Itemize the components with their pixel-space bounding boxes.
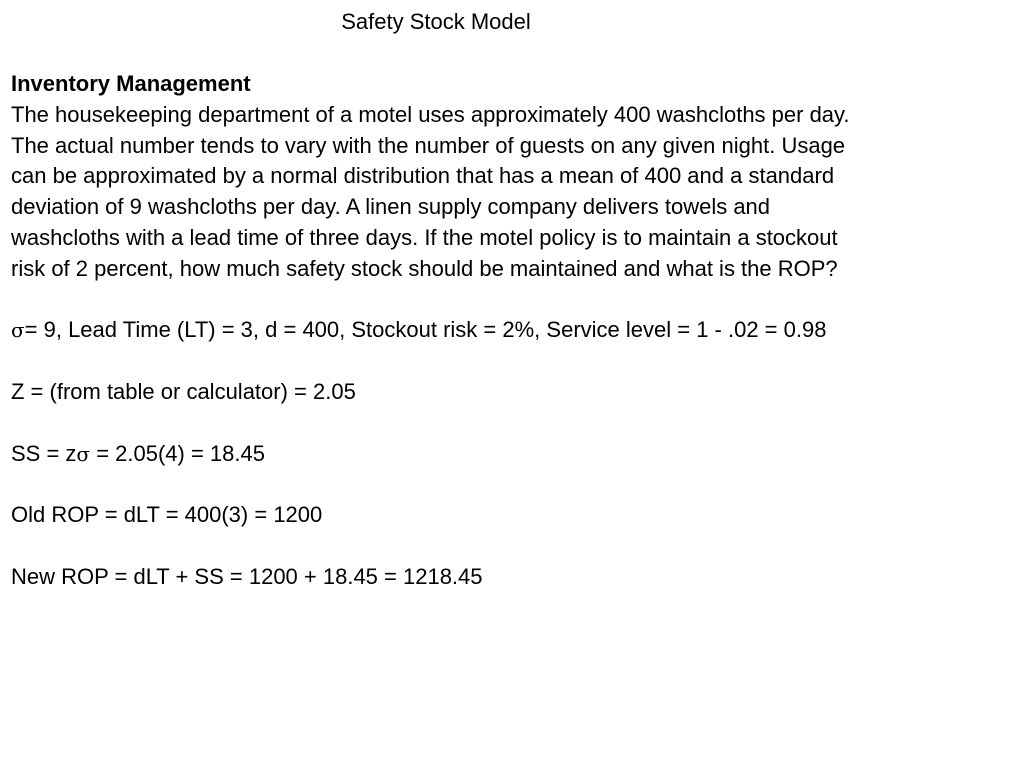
sigma-symbol: σ: [76, 441, 91, 466]
spacer: [11, 408, 1016, 439]
sigma-symbol: σ: [11, 318, 25, 343]
givens-line: [11, 315, 1016, 346]
old-rop-line: Old ROP = dLT = 400(3) = 1200: [11, 502, 323, 528]
spacer: [11, 346, 1016, 377]
problem-line-2: The actual number tends to vary with the number of guests on any given night. Usage: [11, 132, 846, 158]
slide-title: Safety Stock Model: [341, 9, 531, 34]
z-value-line: Z = (from table or calculator) = 2.05: [11, 378, 356, 404]
problem-line-3: can be approximated by a normal distribution that has a mean of 400 and a standard: [11, 163, 835, 189]
spacer: [11, 285, 1016, 316]
problem-line-4: deviation of 9 washcloths per day. A linen supply company delivers towels and: [11, 194, 771, 220]
givens-text: = 9, Lead Time (LT) = 3, d = 400, Stockout risk = 2%, Service level = 1 - .02 = 0.98: [24, 317, 827, 343]
safety-stock-line: [11, 439, 1016, 470]
spacer: [11, 469, 1016, 500]
ss-prefix: SS = z: [11, 440, 77, 466]
slide-body: [11, 69, 1016, 593]
problem-line-1: The housekeeping department of a motel uses approximately 400 washcloths per day.: [11, 101, 850, 127]
problem-line-6: risk of 2 percent, how much safety stock should be maintained and what is the ROP?: [11, 255, 838, 281]
new-rop-line: New ROP = dLT + SS = 1200 + 18.45 = 1218.45: [11, 563, 483, 589]
spacer: [11, 531, 1016, 562]
section-heading: Inventory Management: [11, 71, 251, 96]
ss-suffix: = 2.05(4) = 18.45: [90, 440, 265, 466]
problem-line-5: washcloths with a lead time of three days. If the motel policy is to maintain a stockout: [11, 224, 838, 250]
